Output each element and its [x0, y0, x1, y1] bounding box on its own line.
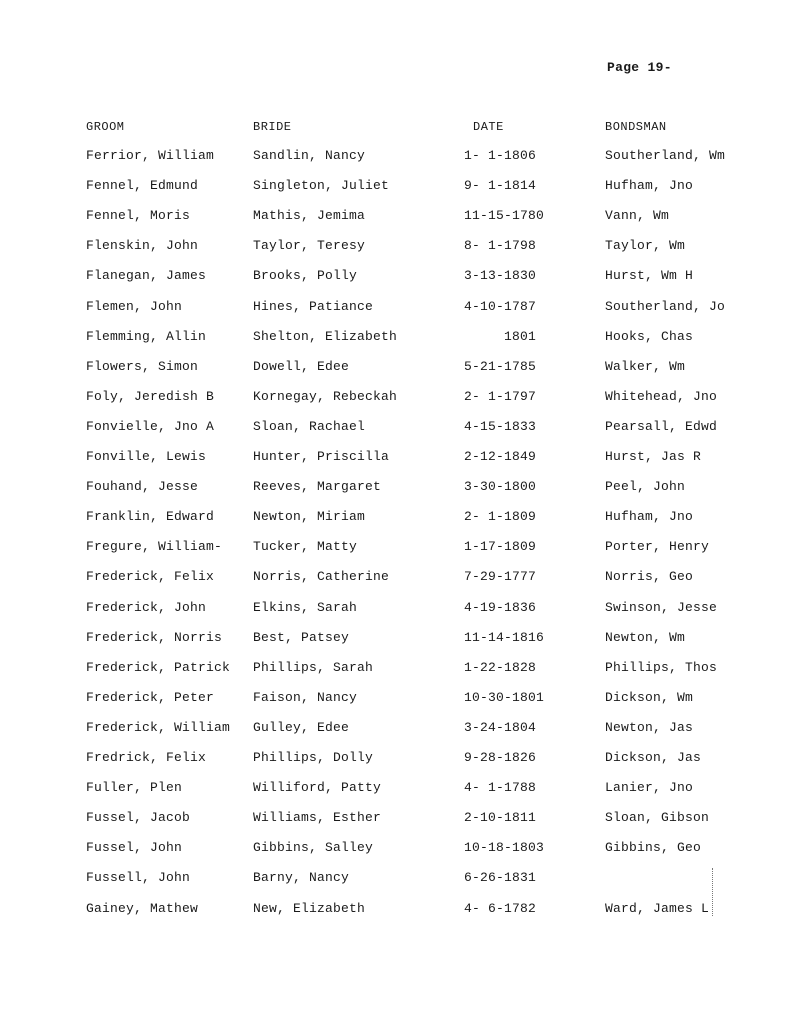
table-row [0, 357, 800, 377]
bondsman-name: Newton, Jas [605, 720, 694, 735]
marriage-date: 4- 1-1788 [464, 780, 537, 795]
groom-name: Fouhand, Jesse [86, 479, 199, 494]
bride-name: Newton, Miriam [253, 509, 366, 524]
marriage-date: 4-19-1836 [464, 600, 537, 615]
bride-name: Barny, Nancy [253, 870, 350, 885]
bride-name: Elkins, Sarah [253, 600, 358, 615]
groom-name: Flowers, Simon [86, 359, 199, 374]
header-bride: BRIDE [253, 120, 292, 134]
marriage-date: 10-18-1803 [464, 840, 545, 855]
bride-name: Kornegay, Rebeckah [253, 389, 398, 404]
bride-name: Phillips, Dolly [253, 750, 374, 765]
groom-name: Foly, Jeredish B [86, 389, 215, 404]
marriage-date: 10-30-1801 [464, 690, 545, 705]
scan-artifact-mark [712, 868, 714, 916]
bondsman-name: Newton, Wm [605, 630, 686, 645]
bondsman-name: Taylor, Wm [605, 238, 686, 253]
marriage-date: 4-10-1787 [464, 299, 537, 314]
groom-name: Fussel, Jacob [86, 810, 191, 825]
table-row [0, 327, 800, 347]
bondsman-name: Norris, Geo [605, 569, 694, 584]
groom-name: Frederick, Patrick [86, 660, 231, 675]
groom-name: Fennel, Edmund [86, 178, 199, 193]
bondsman-name: Vann, Wm [605, 208, 670, 223]
groom-name: Frederick, John [86, 600, 207, 615]
bride-name: Dowell, Edee [253, 359, 350, 374]
groom-name: Franklin, Edward [86, 509, 215, 524]
groom-name: Frederick, Felix [86, 569, 215, 584]
bride-name: Mathis, Jemima [253, 208, 366, 223]
bride-name: Brooks, Polly [253, 268, 358, 283]
marriage-date: 8- 1-1798 [464, 238, 537, 253]
groom-name: Fussel, John [86, 840, 183, 855]
bondsman-name: Peel, John [605, 479, 686, 494]
marriage-date: 1-17-1809 [464, 539, 537, 554]
table-row [0, 598, 800, 618]
marriage-date: 2-12-1849 [464, 449, 537, 464]
bride-name: Williams, Esther [253, 810, 382, 825]
bondsman-name: Ward, James L [605, 901, 710, 916]
header-bondsman: BONDSMAN [605, 120, 667, 134]
bondsman-name: Hufham, Jno [605, 178, 694, 193]
table-row [0, 778, 800, 798]
bride-name: Gibbins, Salley [253, 840, 374, 855]
marriage-date: 1- 1-1806 [464, 148, 537, 163]
bride-name: Phillips, Sarah [253, 660, 374, 675]
bride-name: Norris, Catherine [253, 569, 390, 584]
header-date: DATE [473, 120, 504, 134]
marriage-date: 7-29-1777 [464, 569, 537, 584]
bondsman-name: Southerland, Jo [605, 299, 726, 314]
marriage-date: 6-26-1831 [464, 870, 537, 885]
marriage-date: 1-22-1828 [464, 660, 537, 675]
bride-name: Tucker, Matty [253, 539, 358, 554]
table-row [0, 447, 800, 467]
bride-name: Shelton, Elizabeth [253, 329, 398, 344]
bondsman-name: Sloan, Gibson [605, 810, 710, 825]
groom-name: Fregure, William- [86, 539, 223, 554]
bondsman-name: Hurst, Jas R [605, 449, 702, 464]
table-row [0, 838, 800, 858]
marriage-date: 11-15-1780 [464, 208, 545, 223]
page-number: Page 19- [607, 60, 672, 75]
column-header-row [0, 117, 800, 137]
groom-name: Flanegan, James [86, 268, 207, 283]
groom-name: Ferrior, William [86, 148, 215, 163]
groom-name: Frederick, Peter [86, 690, 215, 705]
bondsman-name: Whitehead, Jno [605, 389, 718, 404]
marriage-date: 3-30-1800 [464, 479, 537, 494]
bondsman-name: Phillips, Thos [605, 660, 718, 675]
marriage-date: 4- 6-1782 [464, 901, 537, 916]
table-row [0, 748, 800, 768]
bride-name: Hunter, Priscilla [253, 449, 390, 464]
marriage-date: 9-28-1826 [464, 750, 537, 765]
marriage-date: 11-14-1816 [464, 630, 545, 645]
table-row [0, 868, 800, 888]
groom-name: Flemen, John [86, 299, 183, 314]
marriage-date: 4-15-1833 [464, 419, 537, 434]
table-row [0, 808, 800, 828]
bride-name: Faison, Nancy [253, 690, 358, 705]
bondsman-name: Walker, Wm [605, 359, 686, 374]
table-row [0, 146, 800, 166]
table-row [0, 477, 800, 497]
table-row [0, 718, 800, 738]
groom-name: Gainey, Mathew [86, 901, 199, 916]
bondsman-name: Southerland, Wm [605, 148, 726, 163]
groom-name: Fredrick, Felix [86, 750, 207, 765]
bondsman-name: Hufham, Jno [605, 509, 694, 524]
table-row [0, 567, 800, 587]
bride-name: Sloan, Rachael [253, 419, 366, 434]
marriage-date: 2- 1-1809 [464, 509, 537, 524]
bride-name: Sandlin, Nancy [253, 148, 366, 163]
marriage-date: 1801 [503, 329, 536, 344]
bride-name: Reeves, Margaret [253, 479, 382, 494]
table-row [0, 206, 800, 226]
bride-name: New, Elizabeth [253, 901, 366, 916]
marriage-date: 3-24-1804 [464, 720, 537, 735]
bride-name: Gulley, Edee [253, 720, 350, 735]
bondsman-name: Dickson, Wm [605, 690, 694, 705]
bondsman-name: Gibbins, Geo [605, 840, 702, 855]
bride-name: Singleton, Juliet [253, 178, 390, 193]
groom-name: Fonvielle, Jno A [86, 419, 215, 434]
table-row [0, 387, 800, 407]
table-row [0, 899, 800, 919]
groom-name: Fennel, Moris [86, 208, 191, 223]
bondsman-name: Lanier, Jno [605, 780, 694, 795]
bondsman-name: Dickson, Jas [605, 750, 702, 765]
bride-name: Williford, Patty [253, 780, 382, 795]
bride-name: Best, Patsey [253, 630, 350, 645]
table-row [0, 688, 800, 708]
table-row [0, 176, 800, 196]
bride-name: Taylor, Teresy [253, 238, 366, 253]
groom-name: Flemming, Allin [86, 329, 207, 344]
table-row [0, 658, 800, 678]
marriage-date: 9- 1-1814 [464, 178, 537, 193]
bondsman-name: Hurst, Wm H [605, 268, 694, 283]
table-row [0, 537, 800, 557]
marriage-date: 2- 1-1797 [464, 389, 537, 404]
marriage-date: 2-10-1811 [464, 810, 537, 825]
bondsman-name: Pearsall, Edwd [605, 419, 718, 434]
groom-name: Frederick, Norris [86, 630, 223, 645]
table-row [0, 507, 800, 527]
bondsman-name: Porter, Henry [605, 539, 710, 554]
groom-name: Flenskin, John [86, 238, 199, 253]
groom-name: Fonville, Lewis [86, 449, 207, 464]
groom-name: Frederick, William [86, 720, 231, 735]
groom-name: Fussell, John [86, 870, 191, 885]
marriage-date: 3-13-1830 [464, 268, 537, 283]
bondsman-name: Swinson, Jesse [605, 600, 718, 615]
table-row [0, 297, 800, 317]
table-row [0, 266, 800, 286]
table-row [0, 236, 800, 256]
bride-name: Hines, Patiance [253, 299, 374, 314]
header-groom: GROOM [86, 120, 125, 134]
groom-name: Fuller, Plen [86, 780, 183, 795]
bondsman-name: Hooks, Chas [605, 329, 694, 344]
marriage-date: 5-21-1785 [464, 359, 537, 374]
table-row [0, 417, 800, 437]
table-row [0, 628, 800, 648]
